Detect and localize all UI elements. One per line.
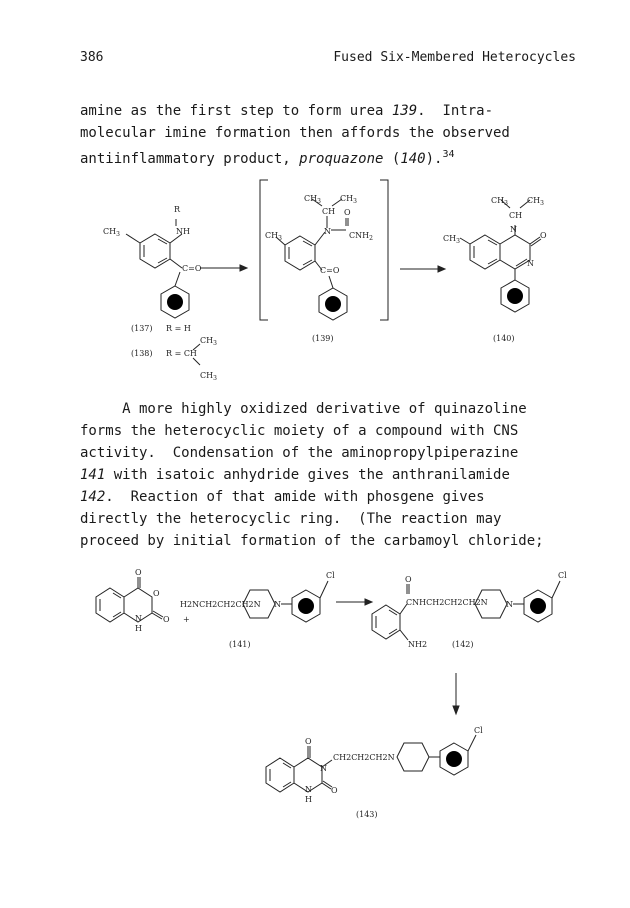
label-h: H	[305, 795, 312, 804]
compound-label-140: (140)	[493, 334, 515, 343]
text-span: CH	[340, 194, 354, 203]
text-line: activity. Condensation of the aminopropylpiperazine	[80, 445, 519, 461]
reaction-arrow	[200, 265, 247, 271]
label-amide-chain: CNHCH2CH2CH2N	[406, 598, 488, 607]
text-line: proceed by initial formation of the carbamoyl chloride;	[80, 533, 544, 549]
paragraph-2	[80, 398, 580, 552]
label-h: H	[135, 624, 142, 633]
text-span: NH2	[408, 640, 428, 649]
label-ch3: $CH_3$	[527, 196, 544, 207]
reaction-arrow-down	[453, 673, 459, 714]
text-span: ).	[425, 151, 443, 167]
text-span: antiinflammatory product,	[80, 151, 300, 167]
label-nh: NH	[176, 227, 190, 236]
drug-name: proquazone	[299, 151, 384, 167]
structure-143	[266, 726, 483, 804]
compound-label-143: (143)	[356, 810, 378, 819]
compound-ref: 142	[80, 489, 106, 505]
label-o: O	[305, 737, 312, 746]
label-cnh2: $CNH_2$	[349, 231, 373, 242]
label-o: O	[344, 208, 351, 217]
label-co: C=O	[320, 266, 340, 275]
label-r: R	[174, 205, 181, 214]
running-title: Fused Six-Membered Heterocycles	[333, 50, 576, 65]
text-span: . Reaction of that amide with phosgene gives	[105, 489, 485, 505]
label-o: O	[405, 575, 412, 584]
reaction-arrow	[400, 266, 445, 272]
structure-141	[180, 571, 335, 622]
label-n: N	[324, 227, 331, 236]
compound-label-139: (139)	[312, 334, 334, 343]
page-number: 386	[80, 50, 104, 65]
label-cl: Cl	[326, 571, 335, 580]
label-n: N	[506, 600, 513, 609]
compound-label-137: (137)	[131, 324, 153, 333]
label-cl: Cl	[558, 571, 567, 580]
label-o: O	[540, 231, 547, 240]
text-span: CH	[491, 196, 505, 205]
text-line: A more highly oxidized derivative of quinazoline	[80, 401, 527, 417]
label-ch3: $CH_3$	[443, 234, 460, 245]
label-cl: Cl	[474, 726, 483, 735]
text-span: CH	[200, 336, 214, 345]
structure-139	[260, 180, 388, 320]
plus-sign: +	[183, 615, 190, 624]
text-span: CH	[200, 371, 214, 380]
text-line: forms the heterocyclic moiety of a compound with CNS	[80, 423, 519, 439]
label-propyl-chain: CH2CH2CH2N	[333, 753, 395, 762]
label-ch3: $CH_3$	[340, 194, 357, 205]
compound-label-142: (142)	[452, 640, 474, 649]
label-ch3: $CH_3$	[265, 231, 282, 242]
text-span: CNH	[349, 231, 370, 240]
r-equals-ch: R = CH	[166, 349, 197, 358]
structure-140	[443, 196, 547, 312]
label-ch3: $CH_3$	[200, 371, 217, 382]
label-n: N	[527, 259, 534, 268]
label-o: O	[153, 589, 160, 598]
label-ch3: $CH_3$	[200, 336, 217, 347]
label-ch3: $CH_3$	[491, 196, 508, 207]
text-line: directly the heterocyclic ring. (The reaction may	[80, 511, 502, 527]
label-o: O	[135, 568, 142, 577]
text-span: CH	[527, 196, 541, 205]
text-line	[80, 464, 580, 486]
label-o: O	[331, 786, 338, 795]
text-line	[80, 486, 580, 508]
text-span: amine as the first step to form urea	[80, 103, 392, 119]
label-ch3: $CH_3$	[304, 194, 321, 205]
text-span: with isatoic anhydride gives the anthranilamide	[105, 467, 510, 483]
label-co: C=O	[182, 264, 202, 273]
label-n: N	[320, 764, 327, 773]
label-ch: CH	[509, 211, 523, 220]
compound-label-141: (141)	[229, 640, 251, 649]
structure-137	[103, 205, 202, 318]
label-n: N	[510, 225, 517, 234]
label-nh2	[408, 640, 427, 649]
text-span: . Intra-	[417, 103, 494, 119]
compound-ref: 139	[391, 103, 418, 119]
compound-label-138: (138)	[131, 349, 153, 358]
text-span: CH	[304, 194, 318, 203]
compound-ref: 141	[80, 467, 106, 483]
citation-superscript: 34	[442, 149, 455, 160]
reaction-arrow	[336, 599, 372, 605]
compound-ref: 140	[400, 151, 426, 167]
label-ch3: $CH_3$	[103, 227, 120, 238]
label-ch: CH	[322, 207, 336, 216]
text-span: CH	[265, 231, 279, 240]
text-span: CH	[103, 227, 117, 236]
structure-142	[372, 571, 567, 649]
label-amine-chain: H2NCH2CH2CH2N	[180, 600, 261, 609]
text-span: (	[383, 151, 401, 167]
r-equals-h: R = H	[166, 324, 191, 333]
label-n: N	[135, 614, 142, 623]
text-span: CH	[443, 234, 457, 243]
text-line: molecular imine formation then affords the observed	[80, 125, 510, 141]
label-n: N	[274, 600, 281, 609]
label-n: N	[305, 785, 312, 794]
structure-isatoic-anhydride	[96, 568, 170, 633]
label-o: O	[163, 615, 170, 624]
